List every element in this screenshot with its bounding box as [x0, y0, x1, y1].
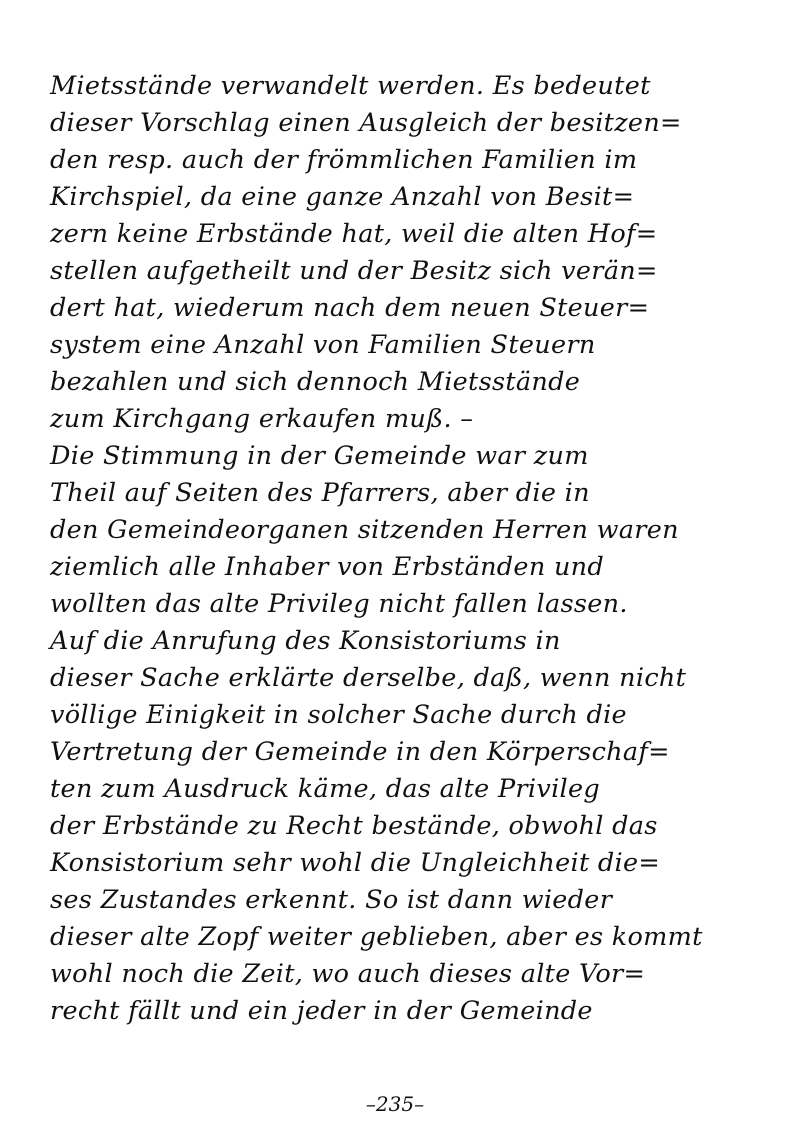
text-line-18: völlige Einigkeit in solcher Sache durch die [50, 700, 627, 730]
text-line-9: bezahlen und sich dennoch Mietsstände [50, 367, 581, 397]
text-line-15: wollten das alte Privileg nicht fallen lassen. [50, 589, 628, 619]
text-line-10: zum Kirchgang erkaufen muß. – [50, 404, 474, 434]
text-line-24: dieser alte Zopf weiter geblieben, aber es kommt [50, 922, 703, 952]
text-line-3: den resp. auch der frömmlichen Familien im [50, 145, 638, 175]
text-line-21: der Erbstände zu Recht bestände, obwohl das [50, 811, 658, 841]
text-line-19: Vertretung der Gemeinde in den Körperschaf= [50, 737, 670, 767]
page-number: –235– [365, 1092, 425, 1116]
text-line-22: Konsistorium sehr wohl die Ungleichheit die= [50, 848, 661, 878]
text-line-1: Mietsstände verwandelt werden. Es bedeutet [50, 71, 651, 101]
text-line-6: stellen aufgetheilt und der Besitz sich verän= [50, 256, 658, 286]
text-line-23: ses Zustandes erkennt. So ist dann wieder [50, 885, 613, 915]
text-line-2: dieser Vorschlag einen Ausgleich der besitzen= [50, 108, 682, 138]
text-line-5: zern keine Erbstände hat, weil die alten Hof= [50, 219, 658, 249]
text-line-13: den Gemeindeorganen sitzenden Herren waren [50, 515, 679, 545]
text-line-12: Theil auf Seiten des Pfarrers, aber die in [50, 478, 590, 508]
text-line-20: ten zum Ausdruck käme, das alte Privileg [50, 774, 601, 804]
text-line-4: Kirchspiel, da eine ganze Anzahl von Besit= [50, 182, 635, 212]
text-line-25: wohl noch die Zeit, wo auch dieses alte Vor= [50, 959, 646, 989]
text-line-11: Die Stimmung in der Gemeinde war zum [50, 441, 589, 471]
text-line-7: dert hat, wiederum nach dem neuen Steuer= [50, 293, 650, 323]
text-line-16: Auf die Anrufung des Konsistoriums in [50, 626, 561, 656]
handwritten-text-block [50, 68, 770, 1030]
text-line-26: recht fällt und ein jeder in der Gemeinde [50, 996, 593, 1026]
text-line-14: ziemlich alle Inhaber von Erbständen und [50, 552, 605, 582]
text-line-8: system eine Anzahl von Familien Steuern [50, 330, 596, 360]
text-line-17: dieser Sache erklärte derselbe, daß, wenn nicht [50, 663, 687, 693]
